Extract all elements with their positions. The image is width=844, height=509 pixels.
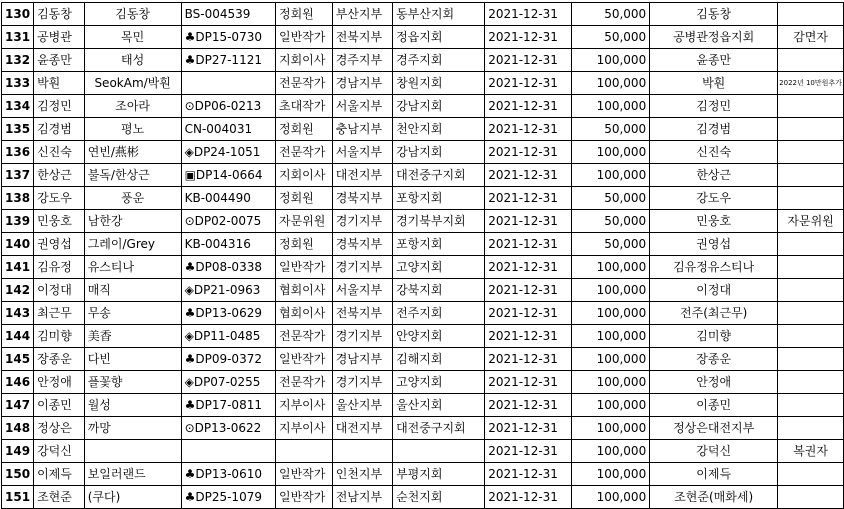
member-role-cell: 협회이사 <box>276 279 333 302</box>
branch-name-cell: 경남지부 <box>332 72 392 95</box>
member-name-cell: 김유정 <box>34 256 85 279</box>
payment-amount-cell: 100,000 <box>571 417 650 440</box>
row-number-cell: 138 <box>2 187 34 210</box>
member-role-cell: 전문작가 <box>276 141 333 164</box>
remark-cell <box>778 417 844 440</box>
payer-name-cell: 김동창 <box>650 3 778 26</box>
remark-cell <box>778 279 844 302</box>
table-row <box>2 233 844 256</box>
member-role-cell <box>276 440 333 463</box>
payment-date-cell: 2021-12-31 <box>485 233 571 256</box>
branch-name-cell: 경기지부 <box>332 325 392 348</box>
table-row <box>2 486 844 509</box>
table-row <box>2 210 844 233</box>
payer-name-cell: 김유정유스티나 <box>650 256 778 279</box>
pen-name-cell: 유스티나 <box>84 256 181 279</box>
member-code-cell: ◈DP07-0255 <box>181 371 275 394</box>
payment-amount-cell: 50,000 <box>571 118 650 141</box>
table-row <box>2 118 844 141</box>
chapter-name-cell: 고양지회 <box>393 256 485 279</box>
payment-date-cell: 2021-12-31 <box>485 95 571 118</box>
chapter-name-cell: 순천지회 <box>393 486 485 509</box>
chapter-name-cell: 대전중구지회 <box>393 164 485 187</box>
member-name-cell: 박훤 <box>34 72 85 95</box>
pen-name-cell: (쿠다) <box>84 486 181 509</box>
member-role-cell: 전문작가 <box>276 72 333 95</box>
chapter-name-cell: 김해지회 <box>393 348 485 371</box>
payment-amount-cell: 100,000 <box>571 394 650 417</box>
payment-amount-cell: 100,000 <box>571 256 650 279</box>
member-code-cell: ♣DP17-0811 <box>181 394 275 417</box>
table-row <box>2 187 844 210</box>
row-number-cell: 130 <box>2 3 34 26</box>
row-number-cell: 145 <box>2 348 34 371</box>
payer-name-cell: 신진숙 <box>650 141 778 164</box>
branch-name-cell: 서울지부 <box>332 141 392 164</box>
payment-amount-cell: 100,000 <box>571 302 650 325</box>
member-role-cell: 지부이사 <box>276 394 333 417</box>
payer-name-cell: 강도우 <box>650 187 778 210</box>
chapter-name-cell: 고양지회 <box>393 371 485 394</box>
payment-amount-cell: 100,000 <box>571 348 650 371</box>
remark-cell: 감면자 <box>778 26 844 49</box>
pen-name-cell: 조아라 <box>84 95 181 118</box>
pen-name-cell: 태성 <box>84 49 181 72</box>
remark-cell <box>778 302 844 325</box>
member-name-cell: 이종민 <box>34 394 85 417</box>
member-code-cell: ◈DP21-0963 <box>181 279 275 302</box>
row-number-cell: 142 <box>2 279 34 302</box>
branch-name-cell: 대전지부 <box>332 417 392 440</box>
member-name-cell: 윤종만 <box>34 49 85 72</box>
row-number-cell: 136 <box>2 141 34 164</box>
chapter-name-cell: 강남지회 <box>393 95 485 118</box>
payer-name-cell: 박훤 <box>650 72 778 95</box>
chapter-name-cell: 포항지회 <box>393 233 485 256</box>
member-name-cell: 이정대 <box>34 279 85 302</box>
payment-date-cell: 2021-12-31 <box>485 187 571 210</box>
chapter-name-cell: 천안지회 <box>393 118 485 141</box>
payment-date-cell: 2021-12-31 <box>485 486 571 509</box>
table-row <box>2 49 844 72</box>
member-name-cell: 김동창 <box>34 3 85 26</box>
member-role-cell: 일반작가 <box>276 256 333 279</box>
member-role-cell: 자문위원 <box>276 210 333 233</box>
remark-cell <box>778 141 844 164</box>
table-row <box>2 463 844 486</box>
member-code-cell: ♣DP13-0629 <box>181 302 275 325</box>
branch-name-cell: 전남지부 <box>332 486 392 509</box>
member-code-cell: BS-004539 <box>181 3 275 26</box>
payment-date-cell: 2021-12-31 <box>485 371 571 394</box>
row-number-cell: 140 <box>2 233 34 256</box>
remark-cell <box>778 233 844 256</box>
payment-date-cell: 2021-12-31 <box>485 210 571 233</box>
payer-name-cell: 장종운 <box>650 348 778 371</box>
member-name-cell: 공병관 <box>34 26 85 49</box>
remark-cell <box>778 394 844 417</box>
payment-amount-cell: 100,000 <box>571 141 650 164</box>
remark-cell <box>778 463 844 486</box>
branch-name-cell: 전북지부 <box>332 26 392 49</box>
member-name-cell: 이제득 <box>34 463 85 486</box>
branch-name-cell: 충남지부 <box>332 118 392 141</box>
payment-date-cell: 2021-12-31 <box>485 3 571 26</box>
remark-cell: 2022년 10만원추가 <box>778 72 844 95</box>
payer-name-cell: 권영섭 <box>650 233 778 256</box>
row-number-cell: 137 <box>2 164 34 187</box>
payer-name-cell: 강덕신 <box>650 440 778 463</box>
payer-name-cell: 이정대 <box>650 279 778 302</box>
payment-amount-cell: 50,000 <box>571 3 650 26</box>
row-number-cell: 131 <box>2 26 34 49</box>
row-number-cell: 151 <box>2 486 34 509</box>
remark-cell <box>778 256 844 279</box>
payment-date-cell: 2021-12-31 <box>485 394 571 417</box>
member-name-cell: 민웅호 <box>34 210 85 233</box>
chapter-name-cell: 동부산지회 <box>393 3 485 26</box>
member-code-cell: CN-004031 <box>181 118 275 141</box>
row-number-cell: 149 <box>2 440 34 463</box>
payer-name-cell: 공병관정읍지회 <box>650 26 778 49</box>
member-role-cell: 정회원 <box>276 187 333 210</box>
payment-amount-cell: 100,000 <box>571 49 650 72</box>
member-role-cell: 일반작가 <box>276 348 333 371</box>
payment-amount-cell: 50,000 <box>571 187 650 210</box>
member-code-cell: ◈DP11-0485 <box>181 325 275 348</box>
member-code-cell: ♣DP27-1121 <box>181 49 275 72</box>
row-number-cell: 148 <box>2 417 34 440</box>
row-number-cell: 146 <box>2 371 34 394</box>
payer-name-cell: 이종민 <box>650 394 778 417</box>
payment-amount-cell: 100,000 <box>571 440 650 463</box>
pen-name-cell: 불독/한상근 <box>84 164 181 187</box>
branch-name-cell: 서울지부 <box>332 279 392 302</box>
row-number-cell: 134 <box>2 95 34 118</box>
member-name-cell: 김정민 <box>34 95 85 118</box>
table-row <box>2 3 844 26</box>
member-code-cell <box>181 72 275 95</box>
member-fee-table <box>1 2 844 509</box>
payer-name-cell: 조현준(매화세) <box>650 486 778 509</box>
table-row <box>2 302 844 325</box>
chapter-name-cell: 포항지회 <box>393 187 485 210</box>
table-row <box>2 325 844 348</box>
chapter-name-cell: 경기북부지회 <box>393 210 485 233</box>
chapter-name-cell: 강남지회 <box>393 141 485 164</box>
member-code-cell: KB-004490 <box>181 187 275 210</box>
payment-amount-cell: 100,000 <box>571 325 650 348</box>
remark-cell: 복권자 <box>778 440 844 463</box>
chapter-name-cell: 안양지회 <box>393 325 485 348</box>
payer-name-cell: 한상근 <box>650 164 778 187</box>
member-code-cell: ⊙DP06-0213 <box>181 95 275 118</box>
payment-amount-cell: 100,000 <box>571 486 650 509</box>
remark-cell: 자문위원 <box>778 210 844 233</box>
member-code-cell: ♣DP13-0610 <box>181 463 275 486</box>
member-role-cell: 일반작가 <box>276 26 333 49</box>
branch-name-cell: 울산지부 <box>332 394 392 417</box>
payment-date-cell: 2021-12-31 <box>485 325 571 348</box>
branch-name-cell: 경기지부 <box>332 256 392 279</box>
remark-cell <box>778 486 844 509</box>
member-code-cell: ▣DP14-0664 <box>181 164 275 187</box>
branch-name-cell: 서울지부 <box>332 95 392 118</box>
pen-name-cell: 그레이/Grey <box>84 233 181 256</box>
payment-amount-cell: 100,000 <box>571 164 650 187</box>
member-role-cell: 지회이사 <box>276 49 333 72</box>
pen-name-cell: 까망 <box>84 417 181 440</box>
chapter-name-cell: 정읍지회 <box>393 26 485 49</box>
member-role-cell: 일반작가 <box>276 486 333 509</box>
member-role-cell: 전문작가 <box>276 371 333 394</box>
member-role-cell: 초대작가 <box>276 95 333 118</box>
remark-cell <box>778 187 844 210</box>
member-name-cell: 권영섭 <box>34 233 85 256</box>
member-name-cell: 장종운 <box>34 348 85 371</box>
table-row <box>2 26 844 49</box>
chapter-name-cell: 부평지회 <box>393 463 485 486</box>
payer-name-cell: 윤종만 <box>650 49 778 72</box>
member-code-cell <box>181 440 275 463</box>
member-role-cell: 지부이사 <box>276 417 333 440</box>
pen-name-cell: 다빈 <box>84 348 181 371</box>
member-name-cell: 김미향 <box>34 325 85 348</box>
member-role-cell: 정회원 <box>276 233 333 256</box>
row-number-cell: 133 <box>2 72 34 95</box>
pen-name-cell: 보일러랜드 <box>84 463 181 486</box>
payer-name-cell: 김정민 <box>650 95 778 118</box>
member-code-cell: ⊙DP02-0075 <box>181 210 275 233</box>
payment-amount-cell: 50,000 <box>571 26 650 49</box>
remark-cell <box>778 49 844 72</box>
table-body <box>2 3 844 509</box>
payment-date-cell: 2021-12-31 <box>485 72 571 95</box>
table-row <box>2 440 844 463</box>
table-row <box>2 256 844 279</box>
chapter-name-cell <box>393 440 485 463</box>
pen-name-cell: 매직 <box>84 279 181 302</box>
payment-date-cell: 2021-12-31 <box>485 256 571 279</box>
chapter-name-cell: 전주지회 <box>393 302 485 325</box>
remark-cell <box>778 371 844 394</box>
payer-name-cell: 이제득 <box>650 463 778 486</box>
member-code-cell: ♣DP08-0338 <box>181 256 275 279</box>
member-code-cell: ⊙DP13-0622 <box>181 417 275 440</box>
table-row <box>2 348 844 371</box>
pen-name-cell: 월성 <box>84 394 181 417</box>
remark-cell <box>778 348 844 371</box>
member-role-cell: 지회이사 <box>276 164 333 187</box>
chapter-name-cell: 창원지회 <box>393 72 485 95</box>
payment-date-cell: 2021-12-31 <box>485 463 571 486</box>
payment-amount-cell: 100,000 <box>571 95 650 118</box>
row-number-cell: 144 <box>2 325 34 348</box>
member-name-cell: 강덕신 <box>34 440 85 463</box>
payer-name-cell: 김미향 <box>650 325 778 348</box>
payment-date-cell: 2021-12-31 <box>485 302 571 325</box>
remark-cell <box>778 118 844 141</box>
branch-name-cell: 경북지부 <box>332 187 392 210</box>
member-role-cell: 정회원 <box>276 118 333 141</box>
payer-name-cell: 김경범 <box>650 118 778 141</box>
pen-name-cell: 플꽃향 <box>84 371 181 394</box>
table-row <box>2 394 844 417</box>
member-code-cell: ♣DP25-1079 <box>181 486 275 509</box>
chapter-name-cell: 대전중구지회 <box>393 417 485 440</box>
pen-name-cell: 美香 <box>84 325 181 348</box>
branch-name-cell: 경북지부 <box>332 233 392 256</box>
payment-amount-cell: 100,000 <box>571 463 650 486</box>
member-code-cell: ♣DP15-0730 <box>181 26 275 49</box>
row-number-cell: 143 <box>2 302 34 325</box>
payment-date-cell: 2021-12-31 <box>485 348 571 371</box>
row-number-cell: 135 <box>2 118 34 141</box>
row-number-cell: 139 <box>2 210 34 233</box>
payer-name-cell: 전주(최근무) <box>650 302 778 325</box>
payment-date-cell: 2021-12-31 <box>485 164 571 187</box>
member-name-cell: 정상은 <box>34 417 85 440</box>
pen-name-cell: 무송 <box>84 302 181 325</box>
payment-amount-cell: 50,000 <box>571 210 650 233</box>
table-row <box>2 141 844 164</box>
chapter-name-cell: 울산지회 <box>393 394 485 417</box>
branch-name-cell: 전북지부 <box>332 302 392 325</box>
payment-amount-cell: 100,000 <box>571 72 650 95</box>
pen-name-cell: 평노 <box>84 118 181 141</box>
pen-name-cell <box>84 440 181 463</box>
payment-date-cell: 2021-12-31 <box>485 141 571 164</box>
payment-date-cell: 2021-12-31 <box>485 26 571 49</box>
payment-date-cell: 2021-12-31 <box>485 118 571 141</box>
payer-name-cell: 민웅호 <box>650 210 778 233</box>
branch-name-cell <box>332 440 392 463</box>
remark-cell <box>778 3 844 26</box>
branch-name-cell: 경남지부 <box>332 348 392 371</box>
member-code-cell: KB-004316 <box>181 233 275 256</box>
member-name-cell: 한상근 <box>34 164 85 187</box>
row-number-cell: 132 <box>2 49 34 72</box>
table-row <box>2 72 844 95</box>
member-name-cell: 조현준 <box>34 486 85 509</box>
member-name-cell: 최근무 <box>34 302 85 325</box>
remark-cell <box>778 164 844 187</box>
member-role-cell: 일반작가 <box>276 463 333 486</box>
branch-name-cell: 부산지부 <box>332 3 392 26</box>
member-role-cell: 전문작가 <box>276 325 333 348</box>
member-name-cell: 안정애 <box>34 371 85 394</box>
branch-name-cell: 인천지부 <box>332 463 392 486</box>
member-name-cell: 김경범 <box>34 118 85 141</box>
member-role-cell: 협회이사 <box>276 302 333 325</box>
payer-name-cell: 정상은대전지부 <box>650 417 778 440</box>
row-number-cell: 141 <box>2 256 34 279</box>
branch-name-cell: 경주지부 <box>332 49 392 72</box>
table-row <box>2 279 844 302</box>
member-role-cell: 정회원 <box>276 3 333 26</box>
payment-amount-cell: 100,000 <box>571 279 650 302</box>
pen-name-cell: 목민 <box>84 26 181 49</box>
remark-cell <box>778 325 844 348</box>
branch-name-cell: 대전지부 <box>332 164 392 187</box>
chapter-name-cell: 경주지회 <box>393 49 485 72</box>
payment-amount-cell: 100,000 <box>571 371 650 394</box>
member-name-cell: 신진숙 <box>34 141 85 164</box>
member-code-cell: ♣DP09-0372 <box>181 348 275 371</box>
branch-name-cell: 경기지부 <box>332 371 392 394</box>
payment-amount-cell: 50,000 <box>571 233 650 256</box>
table-row <box>2 164 844 187</box>
member-code-cell: ◈DP24-1051 <box>181 141 275 164</box>
pen-name-cell: 남한강 <box>84 210 181 233</box>
chapter-name-cell: 강북지회 <box>393 279 485 302</box>
remark-cell <box>778 95 844 118</box>
row-number-cell: 147 <box>2 394 34 417</box>
table-row <box>2 371 844 394</box>
pen-name-cell: 연빈/燕彬 <box>84 141 181 164</box>
pen-name-cell: SeokAm/박훤 <box>84 72 181 95</box>
payment-date-cell: 2021-12-31 <box>485 417 571 440</box>
payment-date-cell: 2021-12-31 <box>485 440 571 463</box>
row-number-cell: 150 <box>2 463 34 486</box>
payment-date-cell: 2021-12-31 <box>485 279 571 302</box>
table-row <box>2 417 844 440</box>
table-row <box>2 95 844 118</box>
member-name-cell: 강도우 <box>34 187 85 210</box>
pen-name-cell: 김동창 <box>84 3 181 26</box>
branch-name-cell: 경기지부 <box>332 210 392 233</box>
payment-date-cell: 2021-12-31 <box>485 49 571 72</box>
payer-name-cell: 안정애 <box>650 371 778 394</box>
pen-name-cell: 풍운 <box>84 187 181 210</box>
